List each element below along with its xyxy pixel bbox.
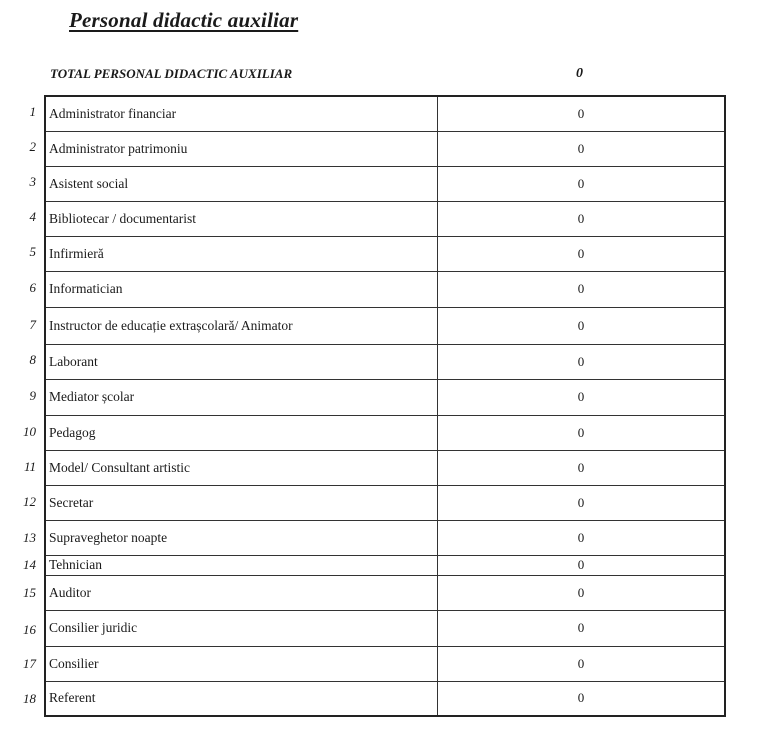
position-count: 0 bbox=[438, 379, 726, 415]
position-name: Auditor bbox=[45, 575, 438, 610]
position-name: Administrator patrimoniu bbox=[45, 131, 438, 166]
position-count: 0 bbox=[438, 131, 726, 166]
row-number: 11 bbox=[23, 459, 36, 474]
position-count: 0 bbox=[438, 201, 726, 236]
position-count: 0 bbox=[438, 485, 726, 520]
table-row bbox=[45, 681, 725, 716]
position-count: 0 bbox=[438, 646, 726, 681]
row-number: 14 bbox=[23, 557, 36, 572]
staff-table bbox=[44, 95, 726, 717]
row-number: 1 bbox=[29, 104, 36, 119]
row-number: 7 bbox=[29, 317, 36, 332]
position-count: 0 bbox=[438, 610, 726, 646]
position-name: Tehnician bbox=[45, 555, 438, 575]
table-row bbox=[45, 96, 725, 131]
position-count: 0 bbox=[438, 450, 726, 485]
table-row bbox=[45, 236, 725, 271]
position-name: Instructor de educație extrașcolară/ Animator bbox=[45, 307, 438, 344]
position-count: 0 bbox=[438, 415, 726, 450]
position-count: 0 bbox=[438, 271, 726, 307]
row-number: 17 bbox=[23, 656, 36, 671]
position-name: Model/ Consultant artistic bbox=[45, 450, 438, 485]
position-name: Laborant bbox=[45, 344, 438, 379]
position-name: Supraveghetor noapte bbox=[45, 520, 438, 555]
table-row bbox=[45, 415, 725, 450]
position-count: 0 bbox=[438, 555, 726, 575]
position-name: Secretar bbox=[45, 485, 438, 520]
row-number: 13 bbox=[23, 530, 36, 545]
table-row bbox=[45, 166, 725, 201]
table-row bbox=[45, 520, 725, 555]
table-row bbox=[45, 450, 725, 485]
table-row bbox=[45, 575, 725, 610]
table-row bbox=[45, 646, 725, 681]
total-value: 0 bbox=[576, 66, 583, 81]
row-number: 3 bbox=[29, 174, 36, 189]
row-number: 10 bbox=[23, 424, 36, 439]
position-name: Referent bbox=[45, 681, 438, 716]
total-label: TOTAL PERSONAL DIDACTIC AUXILIAR bbox=[50, 66, 293, 81]
table-row bbox=[45, 485, 725, 520]
row-number: 9 bbox=[29, 388, 36, 403]
table-row bbox=[45, 379, 725, 415]
table-row bbox=[45, 201, 725, 236]
position-count: 0 bbox=[438, 307, 726, 344]
row-number: 6 bbox=[29, 280, 36, 295]
position-name: Infirmieră bbox=[45, 236, 438, 271]
row-number: 15 bbox=[23, 585, 36, 600]
position-name: Consilier juridic bbox=[45, 610, 438, 646]
position-name: Pedagog bbox=[45, 415, 438, 450]
row-number: 16 bbox=[23, 622, 36, 637]
table-row bbox=[45, 610, 725, 646]
table-row bbox=[45, 131, 725, 166]
row-number: 4 bbox=[29, 209, 36, 224]
position-count: 0 bbox=[438, 344, 726, 379]
position-name: Administrator financiar bbox=[45, 96, 438, 131]
position-name: Informatician bbox=[45, 271, 438, 307]
table-row bbox=[45, 307, 725, 344]
position-name: Mediator școlar bbox=[45, 379, 438, 415]
row-number: 8 bbox=[29, 352, 36, 367]
position-name: Bibliotecar / documentarist bbox=[45, 201, 438, 236]
position-count: 0 bbox=[438, 236, 726, 271]
row-number: 5 bbox=[29, 244, 36, 259]
position-name: Asistent social bbox=[45, 166, 438, 201]
table-row bbox=[45, 271, 725, 307]
position-name: Consilier bbox=[45, 646, 438, 681]
table-row bbox=[45, 344, 725, 379]
row-number: 18 bbox=[23, 691, 36, 706]
table-row bbox=[45, 555, 725, 575]
position-count: 0 bbox=[438, 681, 726, 716]
position-count: 0 bbox=[438, 166, 726, 201]
position-count: 0 bbox=[438, 575, 726, 610]
position-count: 0 bbox=[438, 96, 726, 131]
row-number: 2 bbox=[29, 139, 36, 154]
row-number: 12 bbox=[23, 494, 36, 509]
page-title: Personal didactic auxiliar bbox=[69, 8, 299, 32]
position-count: 0 bbox=[438, 520, 726, 555]
